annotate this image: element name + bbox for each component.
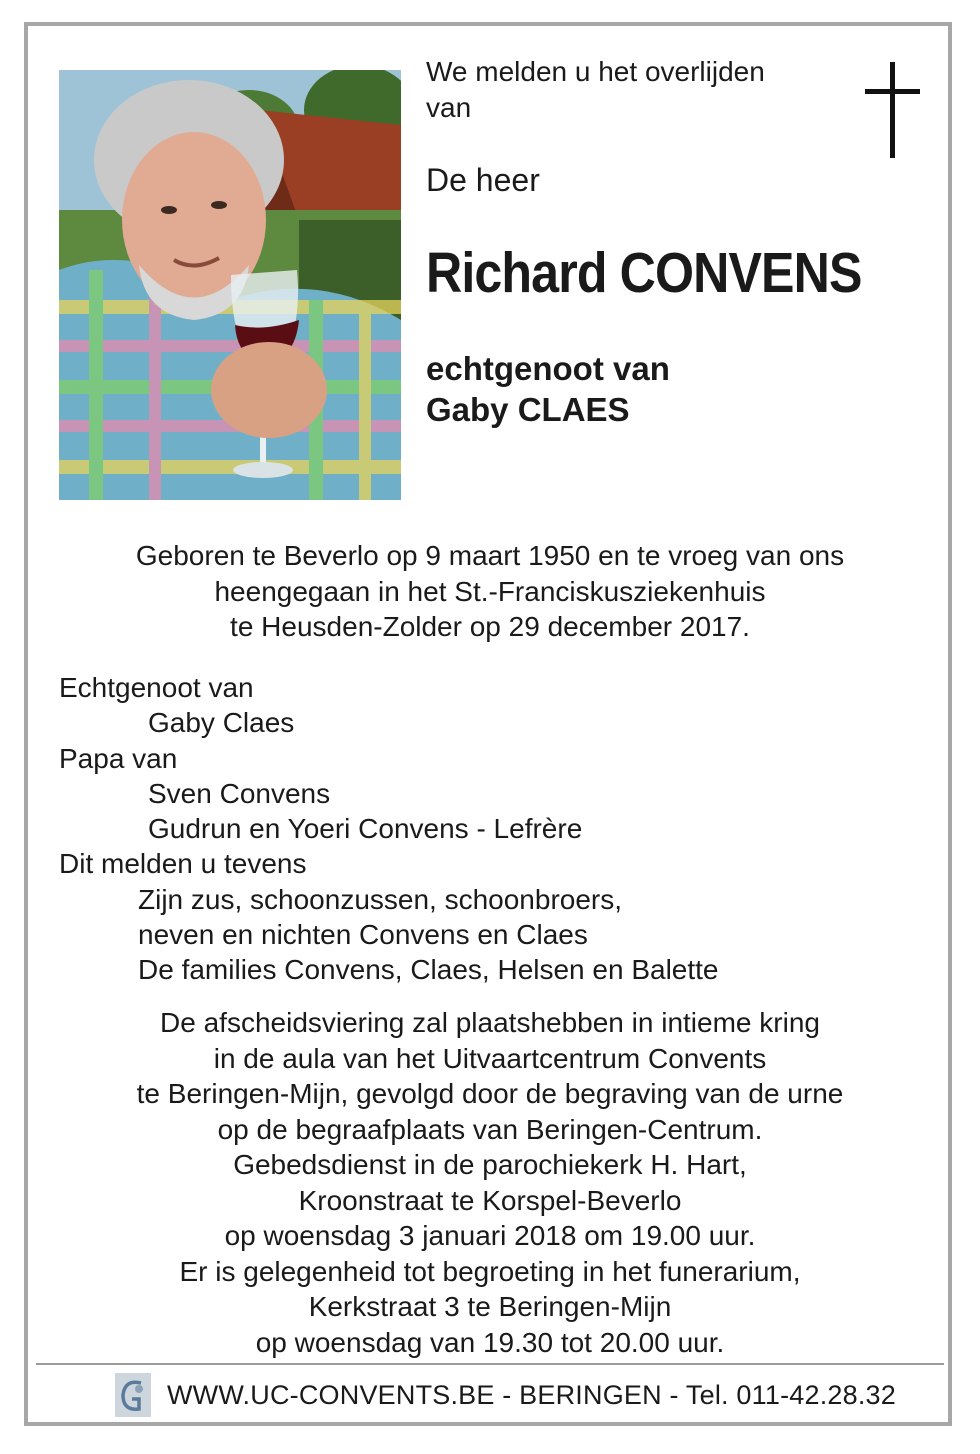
title-prefix: De heer [426, 162, 540, 198]
paragraph-line: Kroonstraat te Korspel-Beverlo [298, 1184, 682, 1216]
footer-divider [36, 1363, 944, 1365]
family-line: Gudrun en Yoeri Convens - Lefrère [148, 813, 583, 845]
intro-line: We melden u het overlijden [426, 56, 765, 87]
paragraph-line: te Heusden-Zolder op 29 december 2017. [230, 611, 750, 642]
paragraph-line: op woensdag van 19.30 tot 20.00 uur. [255, 1326, 725, 1358]
family-line: neven en nichten Convens en Claes [138, 919, 588, 951]
announcement-intro [426, 54, 826, 126]
family-list [59, 670, 719, 988]
uc-convents-logo-icon [115, 1373, 151, 1417]
deceased-name: Richard CONVENS [426, 241, 862, 305]
family-line: Sven Convens [148, 777, 331, 809]
family-line: Gaby Claes [148, 707, 295, 739]
family-line: De families Convens, Claes, Helsen en Balette [138, 954, 719, 986]
paragraph-line: op woensdag 3 januari 2018 om 19.00 uur. [224, 1220, 756, 1251]
family-line: Echtgenoot van [59, 672, 254, 703]
spouse-label: echtgenoot van [426, 350, 670, 387]
paragraph-line: Geboren te Beverlo op 9 maart 1950 en te vroeg van ons [135, 540, 845, 571]
paragraph-line: De afscheidsviering zal plaatshebben in intieme kring [160, 1007, 820, 1038]
paragraph-line: heengegaan in het St.-Franciskusziekenhuis [214, 575, 766, 607]
paragraph-line: Er is gelegenheid tot begroeting in het funerarium, [179, 1255, 801, 1287]
paragraph-line: op de begraafplaats van Beringen-Centrum. [217, 1113, 763, 1145]
paragraph-line: te Beringen-Mijn, gevolgd door de begraving van de urne [136, 1078, 844, 1109]
birth-death-paragraph [40, 538, 940, 645]
intro-line: van [426, 92, 472, 123]
paragraph-line: in de aula van het Uitvaartcentrum Convents [213, 1042, 767, 1074]
portrait-photo [59, 70, 401, 500]
cross-icon [862, 62, 922, 160]
family-line: Papa van [59, 742, 178, 774]
family-line: Zijn zus, schoonzussen, schoonbroers, [138, 883, 623, 915]
footer-contact[interactable]: WWW.UC-CONVENTS.BE - BERINGEN - Tel. 011-42.28.32 [167, 1379, 896, 1410]
spouse-name: Gaby CLAES [426, 391, 630, 428]
family-line: Dit melden u tevens [59, 848, 307, 880]
paragraph-line: Kerkstraat 3 te Beringen-Mijn [308, 1291, 672, 1322]
ceremony-paragraph [40, 1005, 940, 1360]
footer [115, 1372, 896, 1418]
paragraph-line: Gebedsdienst in de parochiekerk H. Hart, [233, 1149, 747, 1180]
